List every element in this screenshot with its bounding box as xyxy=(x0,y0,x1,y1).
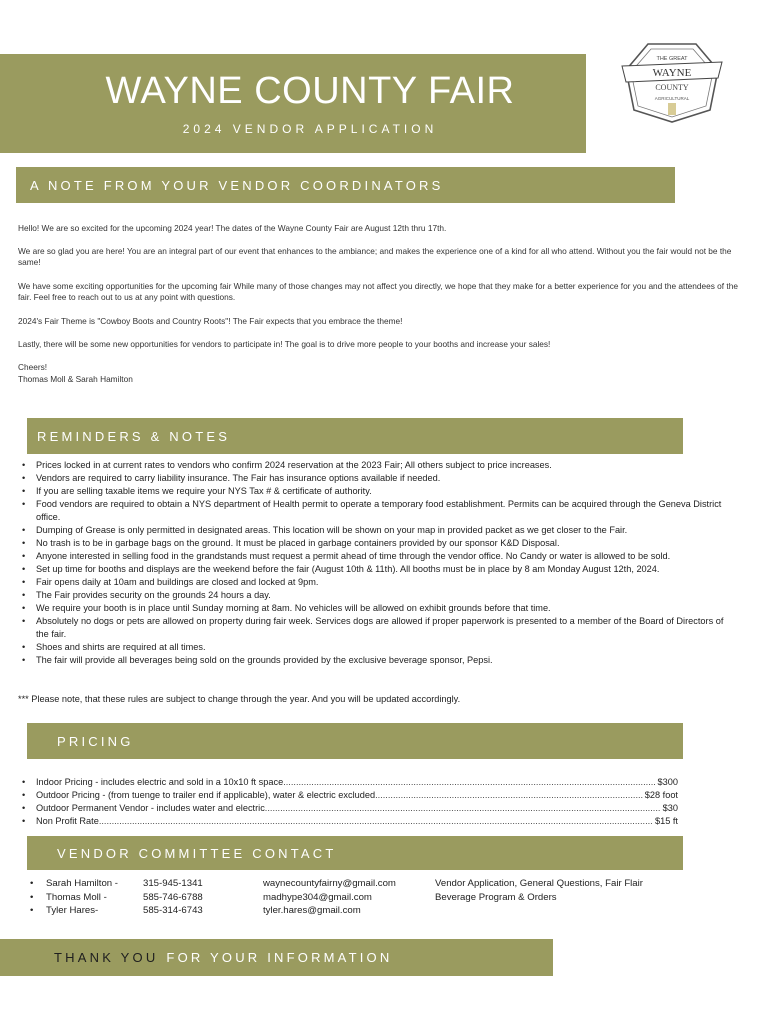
pricing-item xyxy=(18,802,678,815)
reminder-item: • Dumping of Grease is only permitted in designated areas. This location will be shown on your map in provided packet as we get closer to the Fair. xyxy=(18,524,738,537)
info-text: FOR YOUR INFORMATION xyxy=(166,950,393,965)
reminder-item: • Absolutely no dogs or pets are allowed on property during fair week. Services dogs are allowed if proper paperwork is presented to a member of the Board of Directors of the fair. xyxy=(18,615,738,641)
thank-you-banner xyxy=(0,939,553,976)
pricing-label: • Outdoor Permanent Vendor - includes water and electric xyxy=(36,803,265,813)
reminders-list xyxy=(18,459,738,667)
contact-row: • Sarah Hamilton - 315-945-1341 waynecountyfairny@gmail.com Vendor Application, General Questions, Fair Flair xyxy=(30,878,643,889)
contact-email: tyler.hares@gmail.com xyxy=(263,905,361,916)
dot-leader xyxy=(265,802,661,815)
pricing-label: • Outdoor Pricing - (from tuenge to trailer end if applicable), water & electric excluded xyxy=(36,790,376,800)
pricing-heading: PRICING xyxy=(27,723,683,759)
reminder-item: • Shoes and shirts are required at all times. xyxy=(18,641,738,654)
pricing-value: $30 xyxy=(662,803,678,813)
pricing-value: $300 xyxy=(657,777,678,787)
contact-email: waynecountyfairny@gmail.com xyxy=(263,878,396,889)
reminder-item: • Food vendors are required to obtain a NYS department of Health permit to operate a temporary food establishment. Permits can be acquired through the Geneva District office. xyxy=(18,498,738,524)
dot-leader xyxy=(99,815,653,828)
pricing-item xyxy=(18,776,678,789)
reminder-item: • The Fair provides security on the grounds 24 hours a day. xyxy=(18,589,738,602)
pricing-label: • Non Profit Rate xyxy=(36,816,99,826)
reminder-item: • Fair opens daily at 10am and buildings are closed and locked at 9pm. xyxy=(18,576,738,589)
contact-row: • Thomas Moll - 585-746-6788 madhype304@gmail.com Beverage Program & Orders xyxy=(30,891,643,905)
contact-phone: 315-945-1341 xyxy=(143,878,203,889)
note-paragraph: Lastly, there will be some new opportunities for vendors to participate in! The goal is to drive more people to your booths and increase your sales! xyxy=(18,339,551,349)
contact-phone: 585-746-6788 xyxy=(143,891,203,903)
reminder-item: • The fair will provide all beverages being sold on the grounds provided by the exclusive beverage sponsor, Pepsi. xyxy=(18,654,738,667)
pricing-item xyxy=(18,815,678,828)
pricing-item xyxy=(18,789,678,802)
reminders-footnote: *** Please note, that these rules are subject to change through the year. And you will be updated accordingly. xyxy=(18,694,461,704)
pricing-label: • Indoor Pricing - includes electric and sold in a 10x10 ft space xyxy=(36,777,284,787)
contacts-table xyxy=(30,877,643,918)
note-paragraph: 2024's Fair Theme is "Cowboy Boots and Country Roots"! The Fair expects that you embrace the theme! xyxy=(18,316,403,326)
logo-text-2: WAYNE xyxy=(652,67,692,79)
logo-text-1: THE GREAT xyxy=(656,56,688,62)
contact-name: Tyler Hares- xyxy=(46,905,99,916)
logo-text-4: AGRICULTURAL xyxy=(654,96,690,101)
note-signature: Thomas Moll & Sarah Hamilton xyxy=(18,374,133,384)
note-paragraph: We are so glad you are here! You are an integral part of our event that enhances to the ambiance; and makes the experience one of a kind for all who attend. Without you the fair would not be the same! xyxy=(18,246,732,267)
reminder-item: • Set up time for booths and displays are the weekend before the fair (August 10th & 11th). All booths must be in place by 8 am Monday August 12th, 2024. xyxy=(18,563,738,576)
reminder-item: • Vendors are required to carry liability insurance. The Fair has insurance options available if needed. xyxy=(18,472,738,485)
pricing-value: $15 ft xyxy=(655,816,678,826)
contact-name: Sarah Hamilton - xyxy=(46,878,118,889)
reminders-heading: REMINDERS & NOTES xyxy=(27,418,683,454)
pricing-value: $28 foot xyxy=(644,790,678,800)
logo-text-3: COUNTY xyxy=(655,83,689,92)
contacts-heading: VENDOR COMMITTEE CONTACT xyxy=(27,836,683,870)
note-closing: Cheers! xyxy=(18,362,48,372)
note-paragraph: Hello! We are so excited for the upcoming 2024 year! The dates of the Wayne County Fair are August 12th thru 17th. xyxy=(18,223,447,233)
contact-phone: 585-314-6743 xyxy=(143,905,203,916)
reminder-item: • We require your booth is in place until Sunday morning at 8am. No vehicles will be allowed on exhibit grounds before that time. xyxy=(18,602,738,615)
note-heading: A NOTE FROM YOUR VENDOR COORDINATORS xyxy=(16,167,675,203)
contact-role xyxy=(435,904,643,918)
contact-name: Thomas Moll - xyxy=(46,891,107,903)
note-paragraph: We have some exciting opportunities for the upcoming fair While many of those changes may not affect you directly, we hope that they make for a better experience for you and the attendees of the fair. Feel free to reach out to us at any point with questions. xyxy=(18,281,738,302)
reminder-item: • No trash is to be in garbage bags on the ground. It must be placed in garbage containers provided by our sponsor K&D Disposal. xyxy=(18,537,738,550)
contact-row: • Tyler Hares- 585-314-6743 tyler.hares@gmail.com xyxy=(30,904,643,918)
dot-leader xyxy=(375,789,643,802)
dot-leader xyxy=(283,776,655,789)
fair-logo xyxy=(618,40,726,124)
page-subtitle: 2024 VENDOR APPLICATION xyxy=(182,122,438,136)
pricing-list xyxy=(18,776,678,828)
page-title: WAYNE COUNTY FAIR xyxy=(105,70,515,112)
thank-you-text: THANK YOU xyxy=(54,950,159,965)
reminder-item: • If you are selling taxable items we require your NYS Tax # & certificate of authority. xyxy=(18,485,738,498)
contact-role: Vendor Application, General Questions, Fair Flair xyxy=(435,878,643,889)
reminder-item: • Anyone interested in selling food in the grandstands must request a permit ahead of time through the vendor office. No Candy or water is allowed to be sold. xyxy=(18,550,738,563)
contact-email: madhype304@gmail.com xyxy=(263,891,372,903)
reminder-item: • Prices locked in at current rates to vendors who confirm 2024 reservation at the 2023 Fair; All others subject to price increases. xyxy=(18,459,738,472)
contact-role: Beverage Program & Orders xyxy=(435,891,557,903)
